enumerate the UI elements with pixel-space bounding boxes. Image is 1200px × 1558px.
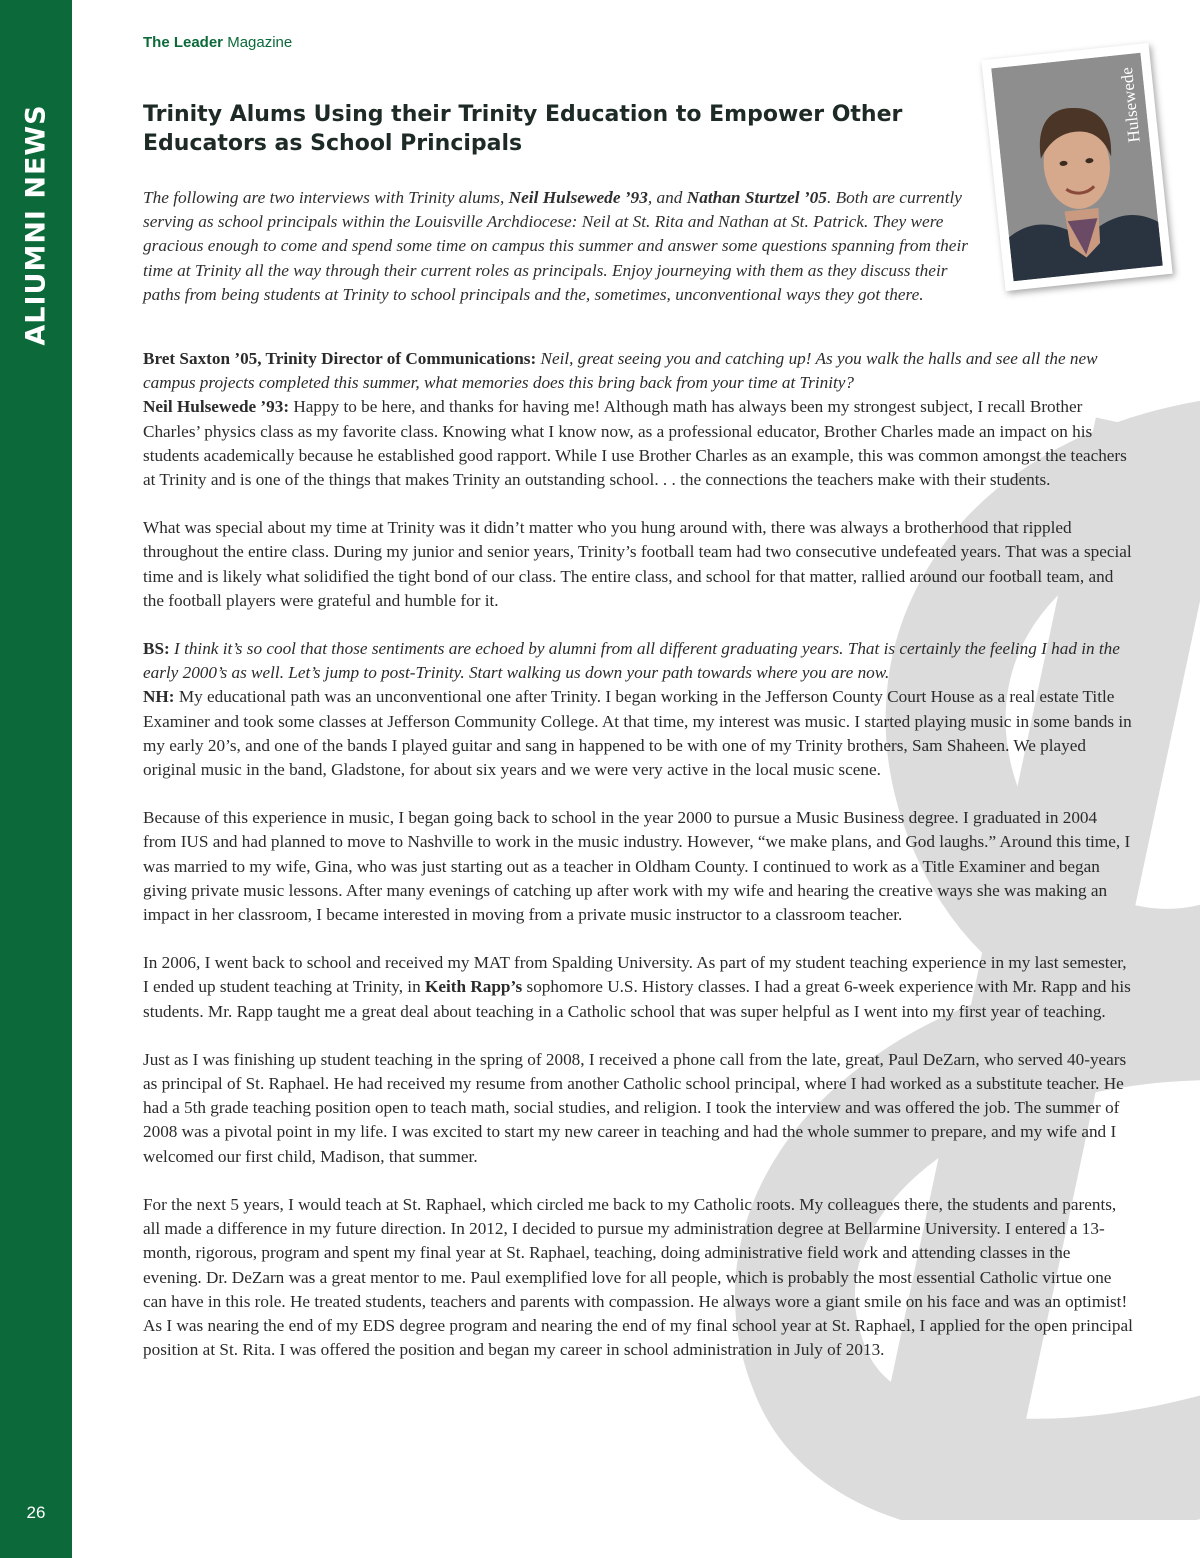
answer-speaker: Neil Hulsewede ’93: [143, 397, 290, 417]
question-speaker: Bret Saxton ’05, Trinity Director of Communications: [143, 349, 537, 368]
question-speaker: BS: [143, 639, 170, 659]
page-number: 26 [26, 1503, 46, 1522]
masthead [143, 34, 292, 51]
body-paragraph [143, 951, 1133, 1024]
section-label: ALIUMNI NEWS [20, 104, 52, 346]
answer-text: Happy to be here, and thanks for having me! Although math has always been my strongest subject, I recall Brother Charles’ physics class as my favorite class. Knowing what I know now, as a professional educator, Brother Charles made an impact on his students academically because he established good rapport. While I use Brother Charles as an example, this was common amongst the teachers at Trinity and is one of the things that makes Trinity an outstanding school. . . the connections the teachers make with their students. [143, 397, 1127, 490]
masthead-brand: The Leader [143, 34, 224, 51]
body-paragraph: For the next 5 years, I would teach at St. Raphael, which circled me back to my Catholic roots. My colleagues there, the students and parents, all made a difference in my future direction. In 2012, I decided to pursue my administration degree at Bellarmine University. I entered a 13-month, rigorous, program and spent my final year at St. Raphael, teaching, doing administrative field work and attending classes in the evening. Dr. DeZarn was a great mentor to me. Paul exemplified love for all people, which is probably the most essential Catholic virtue one can have in this role. He treated students, teachers and parents with compassion. He always wore a giant smile on his face and was an optimist! As I was nearing the end of my EDS degree program and nearing the end of my final school year at St. Raphael, I applied for the open principal position at St. Rita. I was offered the position and began my career in school administration in July of 2013. [143, 1194, 1133, 1360]
sidebar-band [0, 0, 72, 1558]
intro-name-2: Nathan Sturtzel ’05 [686, 188, 827, 207]
intro-text-3: . Both are currently serving as school principals within the Louisville Archdiocese: Neil at St. Rita and Nathan at St. Patrick. They were gracious enough to come and spend some time on campus this summer and answer some questions spanning from their time at Trinity all the way through their current roles as principals. Enjoy journeying with them as they discuss their paths from being students at Trinity to school principals and the, sometimes, unconventional ways they got there. [143, 188, 968, 304]
photo-caption: Hulsewede [1116, 66, 1144, 144]
body-paragraph: Because of this experience in music, I began going back to school in the year 2000 to pursue a Music Business degree. I graduated in 2004 from IUS and had planned to move to Nashville to work in the music industry. However, “we make plans, and God laughs.” Around this time, I was married to my wife, Gina, who was just starting out as a teacher in Oldham County. I continued to work as a Title Examiner and began giving private music lessons. After many evenings of catching up after work with my wife and hearing the creative ways she was making an impact in her classroom, I became interested in moving from a private music instructor to a classroom teacher. [143, 808, 1131, 925]
question-text: I think it’s so cool that those sentiments are echoed by alumni from all different graduating years. That is certainly the feeling I had in the early 2000’s as well. Let’s jump to post-Trinity. Start walking us down your path towards where you are now. [143, 639, 1120, 683]
body-text-segment: sophomore U.S. History classes. I had a great 6-week experience with Mr. Rapp and his students. Mr. Rapp taught me a great deal about teaching in a Catholic school that was super helpful as I went into my first year of teaching. [143, 977, 1131, 1021]
answer-speaker: NH: [143, 687, 175, 707]
intro-name-1: Neil Hulsewede ’93 [508, 188, 648, 207]
title-line-1: Trinity Alums Using their Trinity Education to Empower Other [143, 102, 903, 127]
interview-body [143, 347, 1133, 1386]
intro-text-2: , and [647, 188, 687, 207]
article-title [143, 100, 943, 158]
question-text: Neil, great seeing you and catching up! As you walk the halls and see all the new campus projects completed this summer, what memories does this bring back from your time at Trinity? [143, 349, 1098, 393]
body-paragraph: Just as I was finishing up student teaching in the spring of 2008, I received a phone call from the late, great, Paul DeZarn, who served 40-years as principal of St. Raphael. He had received my resume from another Catholic school principal, where I had worked as a substitute teacher. He had a 5th grade teaching position open to teach math, social studies, and religion. I took the interview and was offered the job. The summer of 2008 was a pivotal point in my life. I was excited to start my new career in teaching and had the whole summer to prepare, and my wife and I welcomed our first child, Madison, that summer. [143, 1049, 1127, 1166]
answer-text: My educational path was an unconventional one after Trinity. I began working in the Jefferson County Court House as a real estate Title Examiner and took some classes at Jefferson Community College. At that time, my interest was music. I started playing music in some bands in my early 20’s, and one of the bands I played guitar and sang in happened to be with one of my Trinity brothers, Sam Shaheen. We played original music in the band, Gladstone, for about six years and we were very active in the local music scene. [143, 687, 1132, 780]
intro-paragraph [143, 186, 988, 307]
masthead-suffix: Magazine [223, 34, 293, 51]
title-line-2: Educators as School Principals [143, 131, 523, 156]
body-text-segment: In 2006, I went back to school and received my MAT from Spalding University. As part of my student teaching experience in my last semester, I ended up student teaching at Trinity, in [143, 953, 1127, 997]
intro-text-1: The following are two interviews with Trinity alums, [143, 188, 509, 207]
interview-exchange-1 [143, 347, 1133, 492]
portrait-photo-frame [981, 43, 1172, 291]
teacher-name: Keith Rapp’s [424, 977, 523, 997]
body-paragraph: What was special about my time at Trinity was it didn’t matter who you hung around with, there was always a brotherhood that rippled throughout the entire class. During my junior and senior years, Trinity’s football team had two consecutive undefeated years. That was a special time and is likely what solidified the tight bond of our class. The entire class, and school for that matter, rallied around our football team, and the football players were grateful and humble for it. [143, 518, 1132, 610]
interview-exchange-2 [143, 637, 1133, 782]
